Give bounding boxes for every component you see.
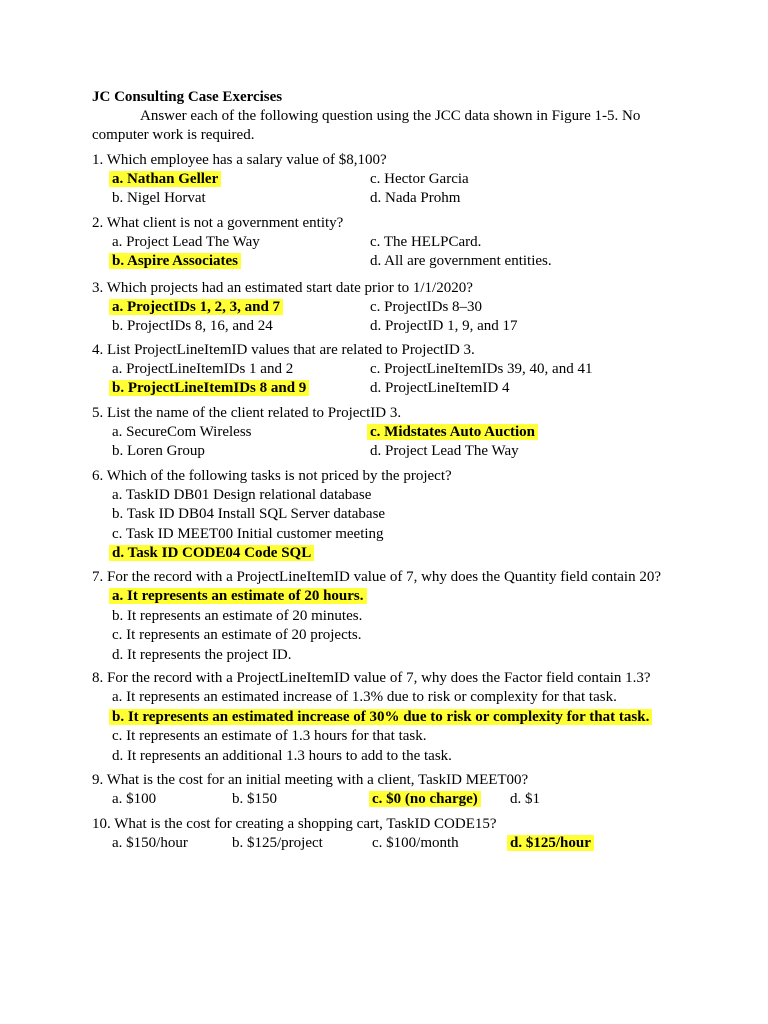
question-8-option-a: a. It represents an estimated increase of 1.3% due to risk or complexity for that task. (112, 689, 617, 705)
question-4-text: 4. List ProjectLineItemID values that are related to ProjectID 3. (92, 342, 475, 358)
question-1-text: 1. Which employee has a salary value of $8,100? (92, 152, 387, 168)
question-10-text: 10. What is the cost for creating a shopping cart, TaskID CODE15? (92, 816, 497, 832)
instructions-line-2: computer work is required. (92, 127, 255, 143)
question-4-option-d: d. ProjectLineItemID 4 (370, 380, 510, 396)
question-2-option-c: c. The HELPCard. (370, 234, 482, 250)
question-9-option-d: d. $1 (510, 791, 540, 807)
question-10-option-c: c. $100/month (372, 835, 459, 851)
question-7-option-c: c. It represents an estimate of 20 projects. (112, 627, 362, 643)
question-2-option-d: d. All are government entities. (370, 253, 552, 269)
question-3-option-c: c. ProjectIDs 8–30 (370, 299, 483, 315)
question-1-option-d: d. Nada Prohm (370, 190, 461, 206)
question-1-option-a (112, 170, 221, 188)
answer-highlight: d. $125/hour (507, 835, 594, 851)
question-4-option-b (112, 379, 309, 397)
question-3-text: 3. Which projects had an estimated start date prior to 1/1/2020? (92, 280, 473, 296)
question-7-text: 7. For the record with a ProjectLineItemID value of 7, why does the Quantity field contain 20? (92, 569, 662, 585)
question-8-option-b (112, 708, 652, 726)
question-10-option-a: a. $150/hour (112, 835, 188, 851)
answer-highlight: b. It represents an estimated increase of 30% due to risk or complexity for that task. (109, 709, 652, 725)
question-6-option-b: b. Task ID DB04 Install SQL Server database (112, 506, 386, 522)
question-8-option-d: d. It represents an additional 1.3 hours to add to the task. (112, 748, 452, 764)
question-10-option-d (510, 834, 594, 852)
answer-highlight: a. ProjectIDs 1, 2, 3, and 7 (109, 299, 283, 315)
question-1-option-b: b. Nigel Horvat (112, 190, 206, 206)
question-8-option-c: c. It represents an estimate of 1.3 hours for that task. (112, 728, 427, 744)
question-5-option-a: a. SecureCom Wireless (112, 424, 252, 440)
question-5-text: 5. List the name of the client related to ProjectID 3. (92, 405, 402, 421)
answer-highlight: b. ProjectLineItemIDs 8 and 9 (109, 380, 309, 396)
question-1-option-c: c. Hector Garcia (370, 171, 469, 187)
question-7-option-b: b. It represents an estimate of 20 minutes. (112, 608, 363, 624)
answer-highlight: c. $0 (no charge) (369, 791, 481, 807)
question-8-text: 8. For the record with a ProjectLineItemID value of 7, why does the Factor field contain 1.3? (92, 670, 651, 686)
answer-highlight: b. Aspire Associates (109, 253, 241, 269)
question-7-option-d: d. It represents the project ID. (112, 647, 292, 663)
question-5-option-d: d. Project Lead The Way (370, 443, 519, 459)
question-5-option-c (370, 423, 538, 441)
answer-highlight: a. Nathan Geller (109, 171, 221, 187)
question-6-option-d (112, 544, 314, 562)
question-5-option-b: b. Loren Group (112, 443, 205, 459)
question-2-option-a: a. Project Lead The Way (112, 234, 260, 250)
question-4-option-a: a. ProjectLineItemIDs 1 and 2 (112, 361, 294, 377)
answer-highlight: c. Midstates Auto Auction (367, 424, 538, 440)
question-10-option-b: b. $125/project (232, 835, 323, 851)
instructions-line-1: Answer each of the following question using the JCC data shown in Figure 1-5. No (140, 108, 641, 124)
question-6-option-a: a. TaskID DB01 Design relational database (112, 487, 372, 503)
question-6-text: 6. Which of the following tasks is not priced by the project? (92, 468, 452, 484)
question-7-option-a (112, 587, 367, 605)
question-3-option-a (112, 298, 283, 316)
question-9-option-b: b. $150 (232, 791, 277, 807)
question-9-option-a: a. $100 (112, 791, 157, 807)
question-6-option-c: c. Task ID MEET00 Initial customer meeting (112, 526, 384, 542)
question-2-text: 2. What client is not a government entity? (92, 215, 344, 231)
question-4-option-c: c. ProjectLineItemIDs 39, 40, and 41 (370, 361, 593, 377)
question-3-option-b: b. ProjectIDs 8, 16, and 24 (112, 318, 273, 334)
question-9-option-c (372, 790, 481, 808)
answer-highlight: a. It represents an estimate of 20 hours. (109, 588, 367, 604)
document-title: JC Consulting Case Exercises (92, 89, 283, 105)
question-3-option-d: d. ProjectID 1, 9, and 17 (370, 318, 518, 334)
answer-highlight: d. Task ID CODE04 Code SQL (109, 545, 314, 561)
question-9-text: 9. What is the cost for an initial meeting with a client, TaskID MEET00? (92, 772, 529, 788)
question-2-option-b (112, 252, 241, 270)
